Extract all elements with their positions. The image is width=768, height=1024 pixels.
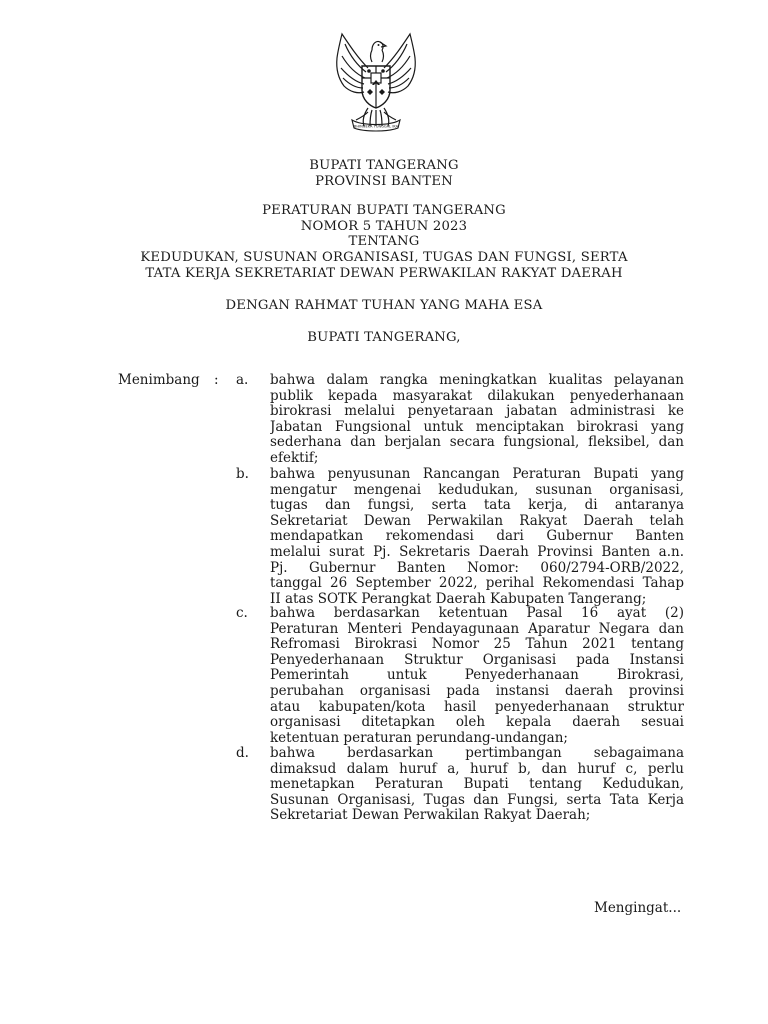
- item-text-line: Sekretariat Dewan Perwakilan Rakyat Daerah;: [270, 807, 591, 824]
- item-text-line: II atas SOTK Perangkat Daerah Kabupaten Tangerang;: [270, 590, 647, 607]
- item-text-line: efektif;: [270, 450, 319, 466]
- item-text-line: Susunan Organisasi, Tugas dan Fungsi, serta Tata Kerja: [270, 791, 684, 808]
- regulation-subject-line-2: TATA KERJA SEKRETARIAT DEWAN PERWAKILAN RAKYAT DAERAH: [145, 266, 623, 281]
- item-letter: d.: [236, 745, 249, 761]
- item-text-line: perubahan organisasi pada instansi daerah provinsi: [270, 683, 684, 699]
- province-title: PROVINSI BANTEN: [315, 174, 453, 189]
- item-text-line: Sekretariat Dewan Perwakilan Rakyat Daerah telah: [270, 512, 684, 529]
- regulation-number: NOMOR 5 TAHUN 2023: [300, 219, 468, 234]
- item-text-line: menetapkan Peraturan Bupati tentang Kedudukan,: [270, 776, 684, 793]
- item-text-line: bahwa dalam rangka meningkatkan kualitas pelayanan: [270, 372, 684, 388]
- garuda-emblem-icon: [328, 28, 424, 136]
- item-text-line: dimaksud dalam huruf a, huruf b, dan huruf c, perlu: [270, 760, 684, 777]
- item-letter: a.: [236, 372, 249, 388]
- item-text-line: melalui surat Pj. Sekretaris Daerah Provinsi Banten a.n.: [270, 544, 684, 560]
- item-text-line: mengatur mengenai kedudukan, susunan organisasi,: [270, 481, 684, 498]
- item-text-line: Penyederhanaan Struktur Organisasi pada Instansi: [270, 651, 684, 668]
- item-letter: b.: [236, 466, 249, 482]
- item-text-line: Pemerintah untuk Penyederhanaan Birokrasi,: [270, 667, 684, 684]
- item-text-line: Jabatan Fungsional untuk menciptakan birokrasi yang: [270, 418, 684, 435]
- regulation-title: PERATURAN BUPATI TANGERANG: [262, 203, 506, 218]
- item-text-line: bahwa penyusunan Rancangan Peraturan Bupati yang: [270, 466, 684, 482]
- blessing-line: DENGAN RAHMAT TUHAN YANG MAHA ESA: [225, 298, 543, 313]
- item-text-line: mendapatkan rekomendasi dari Gubernur Banten: [270, 528, 684, 545]
- item-text-line: ketentuan peraturan perundang-undangan;: [270, 729, 568, 746]
- item-text-line: organisasi ditetapkan oleh kepala daerah sesuai: [270, 714, 684, 731]
- item-text-line: bahwa berdasarkan ketentuan Pasal 16 ayat (2): [270, 605, 684, 621]
- next-page-catchword: Mengingat...: [594, 900, 682, 916]
- menimbang-colon: :: [214, 372, 219, 388]
- regent-title: BUPATI TANGERANG: [309, 158, 459, 173]
- regulation-subject-line-1: KEDUDUKAN, SUSUNAN ORGANISASI, TUGAS DAN FUNGSI, SERTA: [140, 250, 628, 265]
- menimbang-label: Menimbang: [118, 372, 200, 388]
- item-letter: c.: [236, 605, 248, 621]
- authority-line: BUPATI TANGERANG,: [307, 330, 461, 345]
- item-text-line: birokrasi melalui penyetaraan jabatan administrasi ke: [270, 403, 684, 420]
- item-text-line: tanggal 26 September 2022, perihal Rekomendasi Tahap: [270, 575, 684, 592]
- regulation-tentang: TENTANG: [348, 234, 420, 249]
- item-text-line: Pj. Gubernur Banten Nomor: 060/2794-ORB/2022,: [270, 559, 684, 576]
- item-text-line: sederhana dan berjalan secara fungsional, fleksibel, dan: [270, 434, 684, 451]
- item-text-line: bahwa berdasarkan pertimbangan sebagaimana: [270, 745, 684, 761]
- item-text-line: publik kepada masyarakat dilakukan penyederhanaan: [270, 387, 684, 404]
- item-text-line: atau kabupaten/kota hasil penyederhanaan struktur: [270, 698, 684, 715]
- item-text-line: tugas dan fungsi, serta tata kerja, di antaranya: [270, 497, 684, 514]
- emblem-motto: BHINNEKA TUNGGAL IKA: [353, 124, 399, 129]
- item-text-line: Peraturan Menteri Pendayagunaan Aparatur Negara dan: [270, 620, 684, 637]
- item-text-line: Refromasi Birokrasi Nomor 25 Tahun 2021 tentang: [270, 636, 684, 653]
